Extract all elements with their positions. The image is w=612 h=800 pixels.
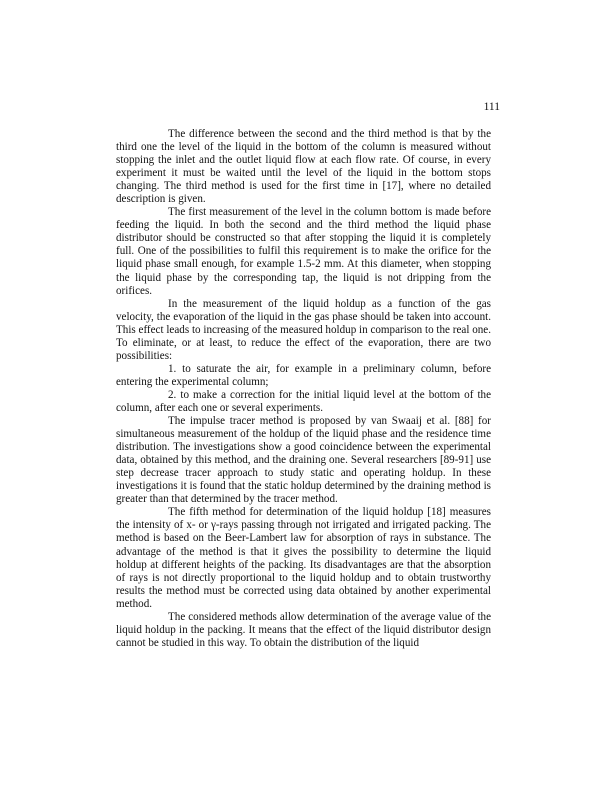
paragraph-average-holdup: The considered methods allow determination of the average value of the liquid holdup in the packing. It means that the effect of the liquid distributor design cannot be studied in this way. To obtain the distribution of the liquid <box>116 610 491 649</box>
body-text <box>116 128 491 650</box>
list-item-saturate-air: 1. to saturate the air, for example in a preliminary column, before entering the experimental column; <box>116 362 491 388</box>
paragraph-third-method: The difference between the second and the third method is that by the third one the level of the liquid in the bottom of the column is measured without stopping the inlet and the outlet liquid flow at each flow rate. Of course, in every experiment it must be waited until the level of the liquid in the bottom stops changing. The third method is used for the first time in [17], where no detailed description is given. <box>116 128 491 206</box>
paragraph-fifth-method: The fifth method for determination of the liquid holdup [18] measures the intensity of x- or γ-rays passing through not irrigated and irrigated packing. The method is based on the Beer-Lambert law for absorption of rays in substance. The advantage of the method is that it gives the possibility to determine the liquid holdup at different heights of the packing. Its disadvantages are that the absorption of rays is not directly proportional to the liquid holdup and to obtain trustworthy results the method must be corrected using data obtained by another experimental method. <box>116 506 491 610</box>
paragraph-level-measurement: The first measurement of the level in the column bottom is made before feeding the liquid. In both the second and the third method the liquid phase distributor should be constructed so that after stopping the liquid it is completely full. One of the possibilities to fulfil this requirement is to make the orifice for the liquid phase small enough, for example 1.5-2 mm. At this diameter, when stopping the liquid phase by the corresponding tap, the liquid is not dripping from the orifices. <box>116 206 491 297</box>
paragraph-impulse-tracer: The impulse tracer method is proposed by van Swaaij et al. [88] for simultaneous measurement of the holdup of the liquid phase and the residence time distribution. The investigations show a good coincidence between the experimental data, obtained by this method, and the draining one. Several researchers [89-91] use step decrease tracer approach to study static and operating holdup. In these investigations it is found that the static holdup determined by the draining method is greater than that determined by the tracer method. <box>116 415 491 506</box>
page-number: 111 <box>483 101 500 113</box>
paragraph-evaporation: In the measurement of the liquid holdup as a function of the gas velocity, the evaporation of the liquid in the gas phase should be taken into account. This effect leads to increasing of the measured holdup in comparison to the real one. To eliminate, or at least, to reduce the effect of the evaporation, there are two possibilities: <box>116 297 491 362</box>
list-item-correction: 2. to make a correction for the initial liquid level at the bottom of the column, after each one or several experiments. <box>116 388 491 414</box>
